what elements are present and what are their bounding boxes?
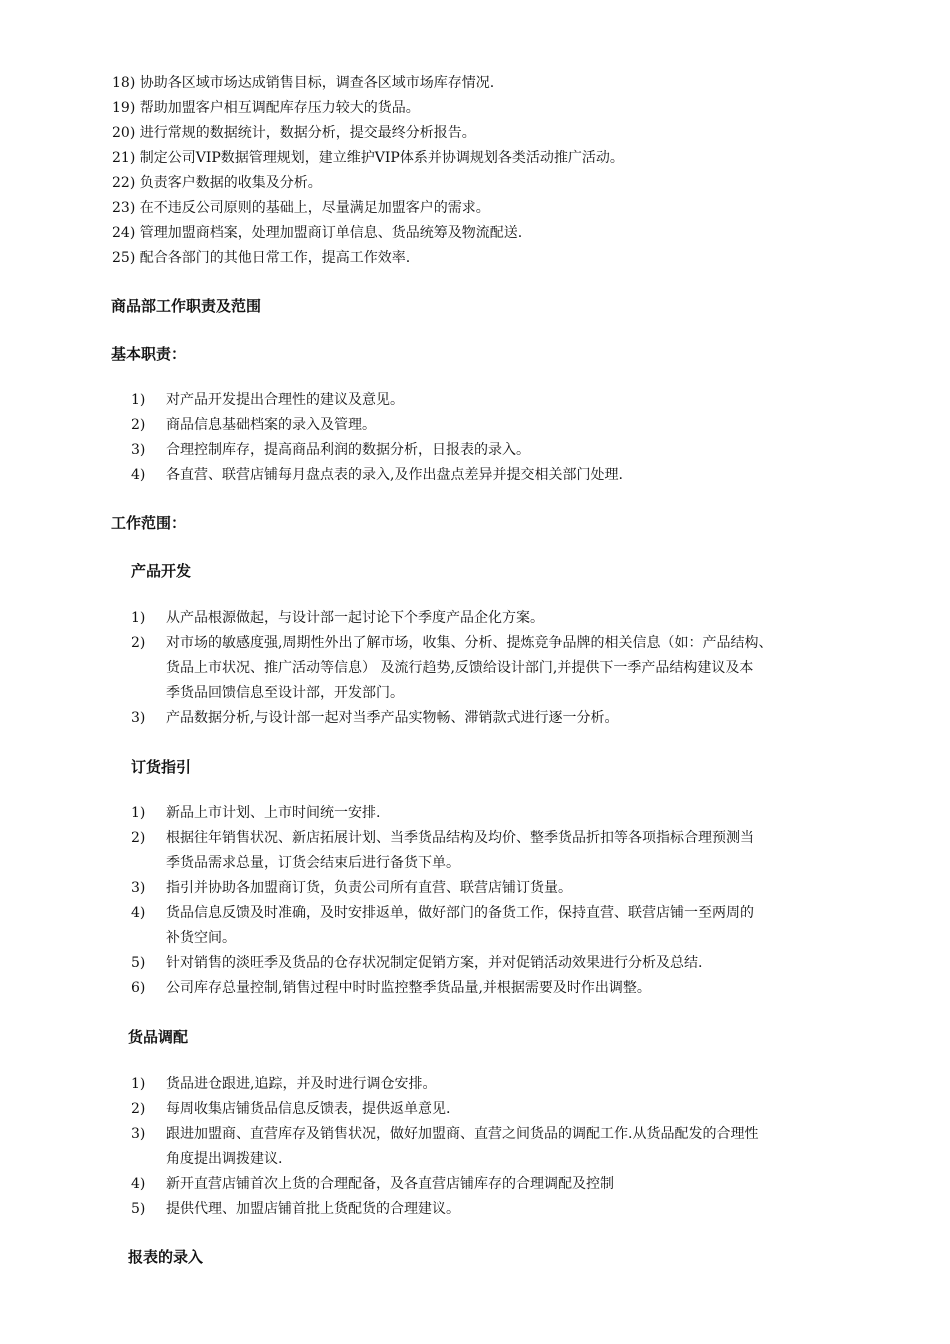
list-item: 每周收集店铺货品信息反馈表，提供返单意见.	[166, 1101, 451, 1117]
list-item: 20) 进行常规的数据统计，数据分析，提交最终分析报告。	[112, 125, 476, 141]
list-item: 产品数据分析,与设计部一起对当季产品实物畅、滞销款式进行逐一分析。	[166, 710, 619, 726]
list-item-number: 6)	[131, 980, 146, 996]
list-item: 提供代理、加盟店铺首批上货配货的合理建议。	[166, 1201, 460, 1217]
list-item-number: 4)	[131, 905, 146, 921]
work-scope-heading: 工作范围：	[111, 514, 187, 532]
list-item-number: 2)	[131, 417, 146, 433]
list-item-number: 2)	[131, 635, 146, 651]
list-item: 新开直营店铺首次上货的合理配备，及各直营店铺库存的合理调配及控制	[166, 1176, 614, 1192]
list-item: 22) 负责客户数据的收集及分析。	[112, 175, 322, 191]
list-item: 21) 制定公司VIP数据管理规划，建立维护VIP体系并协调规划各类活动推广活动。	[112, 150, 624, 166]
list-item: 角度提出调拨建议.	[166, 1151, 283, 1167]
list-item: 货品进仓跟进,追踪，并及时进行调仓安排。	[166, 1076, 437, 1092]
list-item-number: 5)	[131, 955, 146, 971]
list-item-number: 3)	[131, 880, 146, 896]
list-item-number: 2)	[131, 1101, 146, 1117]
list-item-number: 3)	[131, 710, 146, 726]
product-development-heading: 产品开发	[131, 562, 192, 580]
list-item-number: 1)	[131, 610, 146, 626]
list-item: 补货空间。	[166, 930, 236, 946]
report-entry-heading: 报表的录入	[128, 1248, 204, 1266]
list-item: 货品上市状况、推广活动等信息） 及流行趋势,反馈给设计部门,并提供下一季产品结构建议及本	[166, 660, 754, 676]
order-guide-heading: 订货指引	[131, 758, 192, 776]
list-item: 23) 在不违反公司原则的基础上，尽量满足加盟客户的需求。	[112, 200, 490, 216]
list-item: 18) 协助各区域市场达成销售目标，调查各区域市场库存情况.	[112, 75, 495, 91]
list-item: 从产品根源做起，与设计部一起讨论下个季度产品企化方案。	[166, 610, 544, 626]
list-item: 季货品需求总量，订货会结束后进行备货下单。	[166, 855, 460, 871]
list-item: 跟进加盟商、直营库存及销售状况，做好加盟商、直营之间货品的调配工作.从货品配发的合理性	[166, 1126, 759, 1142]
list-item: 商品信息基础档案的录入及管理。	[166, 417, 376, 433]
list-item-number: 1)	[131, 392, 146, 408]
list-item: 季货品回馈信息至设计部，开发部门。	[166, 685, 404, 701]
goods-allocation-heading: 货品调配	[128, 1028, 189, 1046]
list-item: 货品信息反馈及时准确，及时安排返单，做好部门的备货工作，保持直营、联营店铺一至两周的	[166, 905, 754, 921]
list-item: 对市场的敏感度强,周期性外出了解市场，收集、分析、提炼竞争品牌的相关信息（如：产品结构、	[166, 635, 773, 651]
list-item: 合理控制库存，提高商品利润的数据分析，日报表的录入。	[166, 442, 530, 458]
list-item: 指引并协助各加盟商订货，负责公司所有直营、联营店铺订货量。	[166, 880, 572, 896]
list-item: 24) 管理加盟商档案，处理加盟商订单信息、货品统筹及物流配送.	[112, 225, 523, 241]
list-item: 各直营、联营店铺每月盘点表的录入,及作出盘点差异并提交相关部门处理.	[166, 467, 623, 483]
basic-duties-heading: 基本职责：	[111, 345, 187, 363]
list-item-number: 1)	[131, 805, 146, 821]
list-item: 针对销售的淡旺季及货品的仓存状况制定促销方案，并对促销活动效果进行分析及总结.	[166, 955, 703, 971]
list-item: 公司库存总量控制,销售过程中时时监控整季货品量,并根据需要及时作出调整。	[166, 980, 651, 996]
list-item-number: 5)	[131, 1201, 146, 1217]
list-item: 根据往年销售状况、新店拓展计划、当季货品结构及均价、整季货品折扣等各项指标合理预测当	[166, 830, 754, 846]
list-item: 对产品开发提出合理性的建议及意见。	[166, 392, 404, 408]
list-item-number: 2)	[131, 830, 146, 846]
list-item: 19) 帮助加盟客户相互调配库存压力较大的货品。	[112, 100, 420, 116]
list-item-number: 3)	[131, 1126, 146, 1142]
list-item: 25) 配合各部门的其他日常工作，提高工作效率.	[112, 250, 411, 266]
list-item: 新品上市计划、上市时间统一安排.	[166, 805, 381, 821]
list-item-number: 4)	[131, 1176, 146, 1192]
list-item-number: 1)	[131, 1076, 146, 1092]
list-item-number: 3)	[131, 442, 146, 458]
list-item-number: 4)	[131, 467, 146, 483]
section-title: 商品部工作职责及范围	[111, 297, 262, 315]
